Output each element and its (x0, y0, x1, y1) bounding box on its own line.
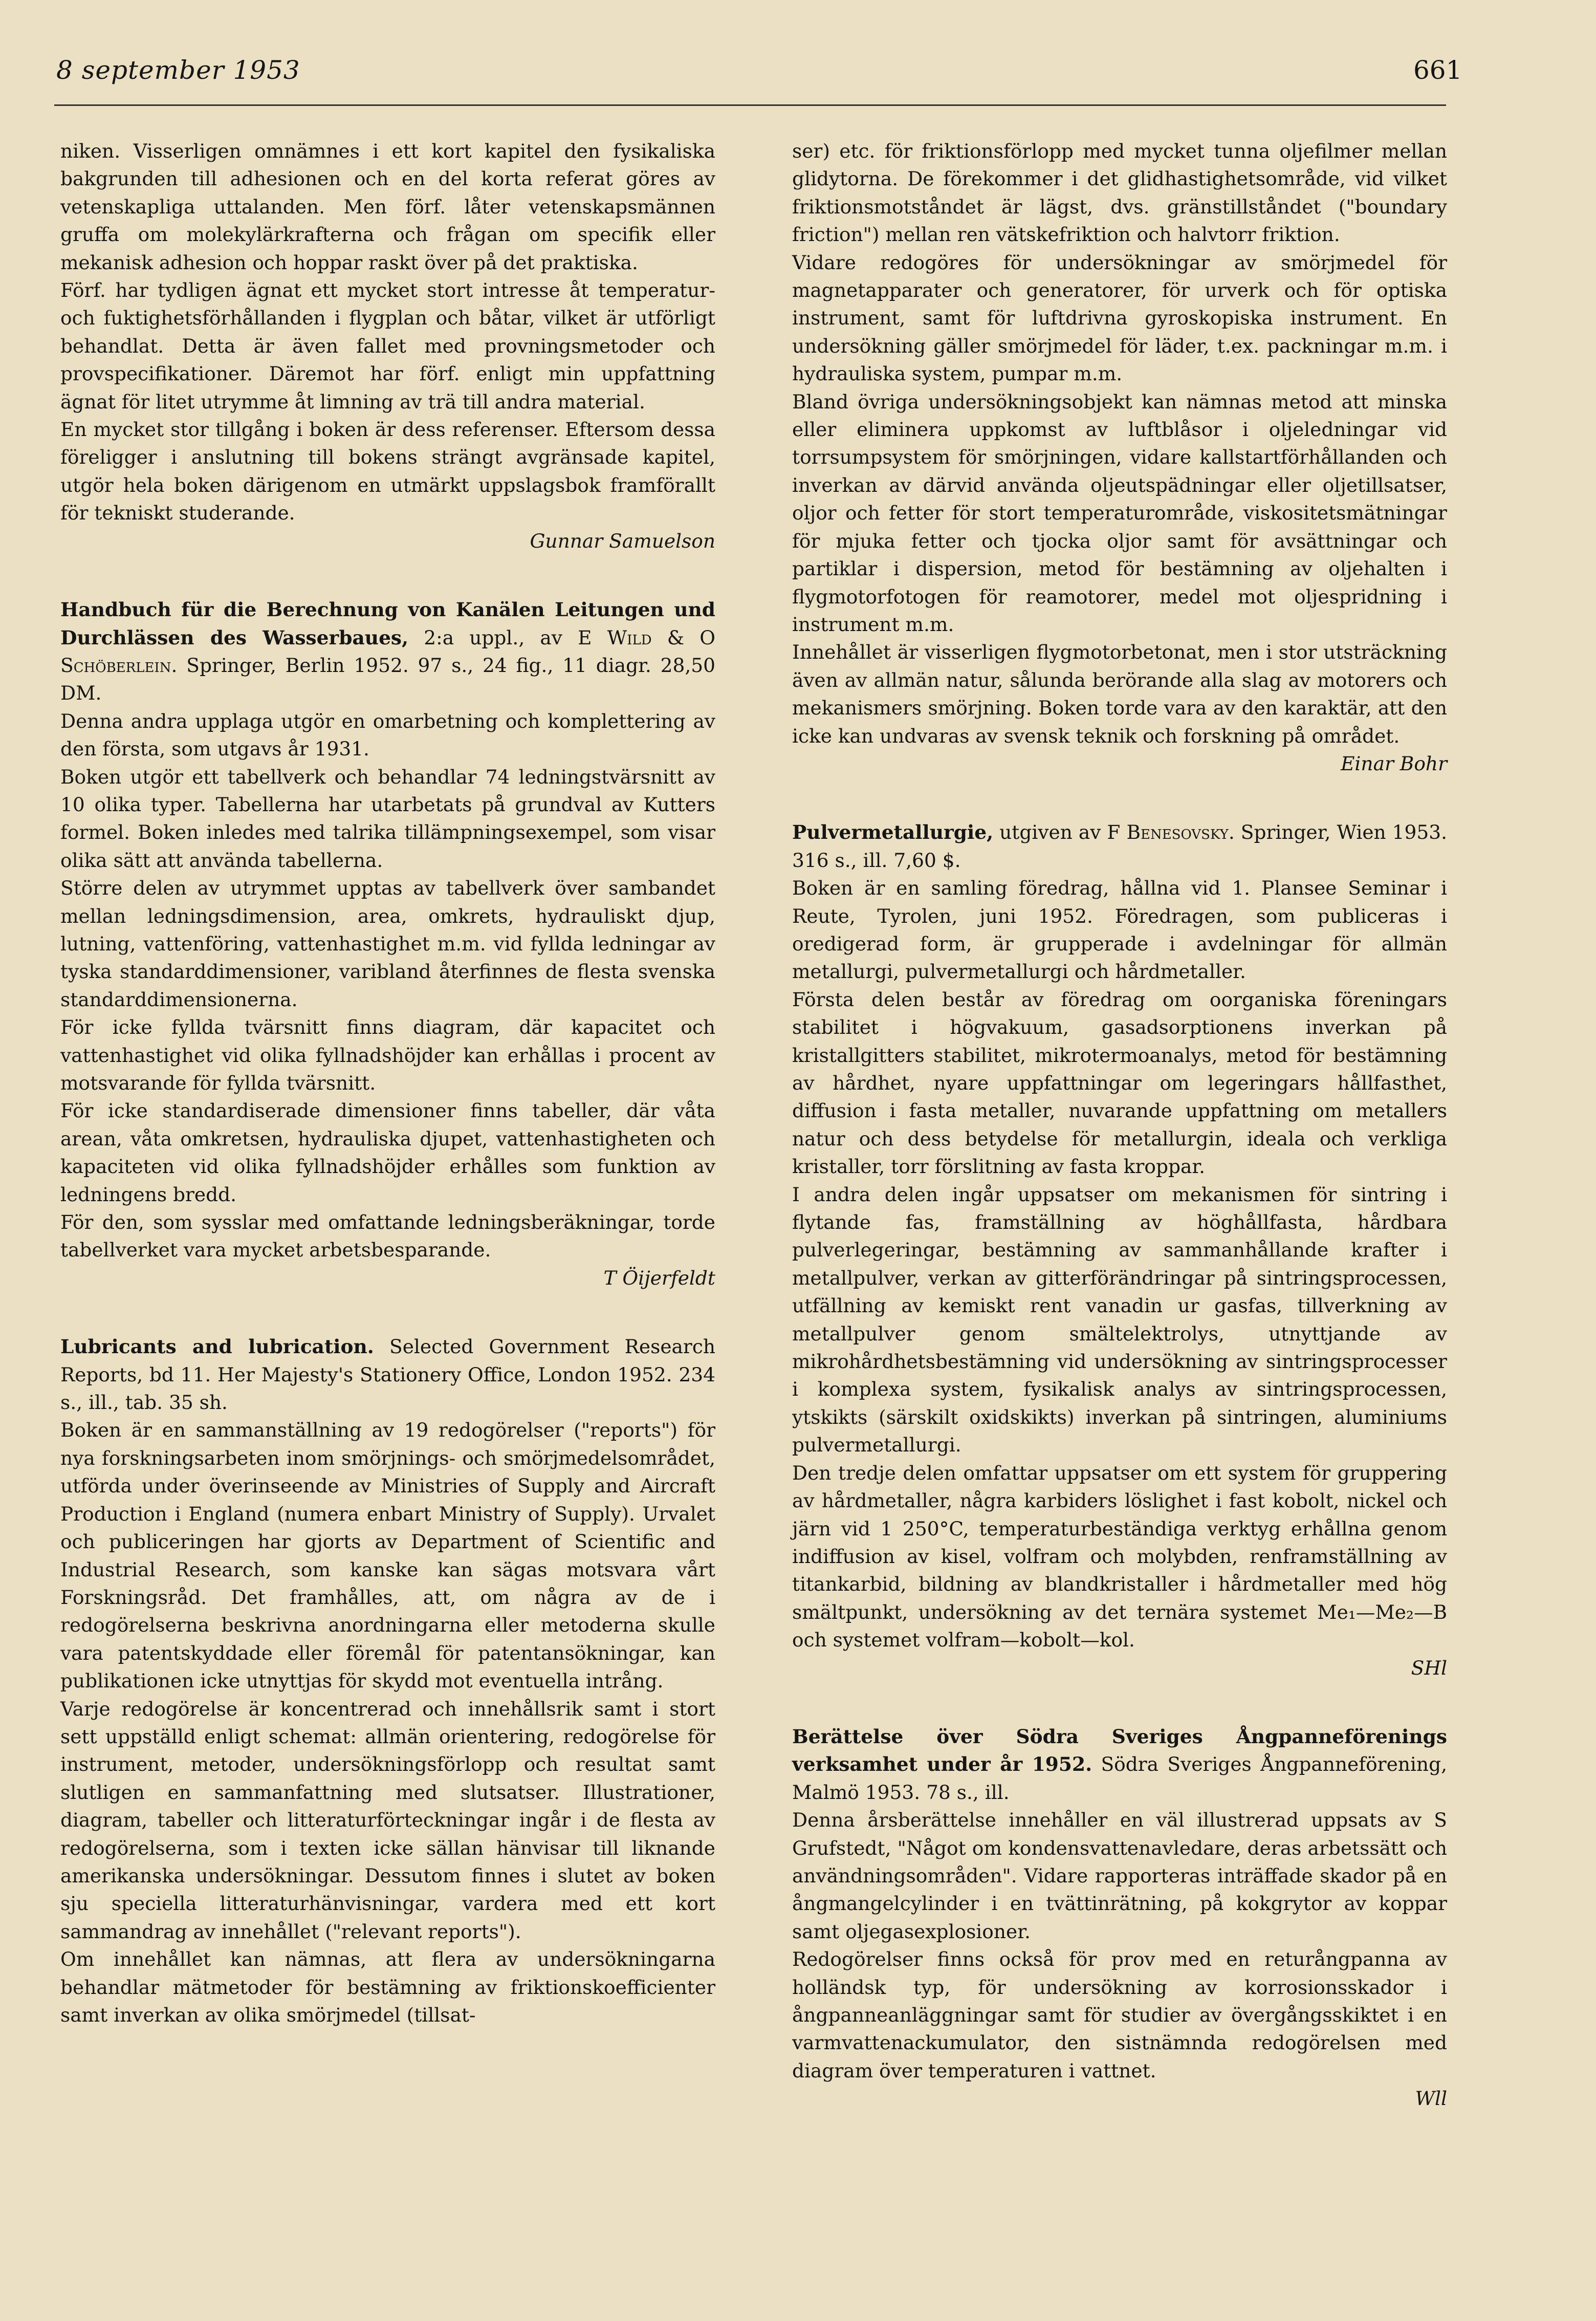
review-citation: 2:a uppl., av E (408, 626, 607, 649)
review-citation: utgiven av F (993, 821, 1127, 844)
paragraph: För icke fyllda tvärsnitt finns diagram, där kapacitet och vattenhastighet vid olika fyllnadshöjder kan erhållas i procent av motsvarande för fyllda tvärsnitt. (60, 1016, 715, 1094)
paragraph: Varje redogörelse är koncentrerad och innehållsrik samt i stort sett uppställd enligt schemat: allmän orientering, redogörelse för instrument, metoder, undersökningsförlopp och resultat samt slutligen en sammanfattning med slutsatser. Illustrationer, diagram, tabeller och litteraturförteckningar ingår i de flesta av redogörelserna, som i texten icke sällan hänvisar till liknande amerikanska undersökningar. Dessutom finnes i slutet av boken sju speciella litteraturhänvisningar, vardera med ett kort sammandrag av innehållet ("relevant reports"). (60, 1697, 715, 1943)
review-handbuch (60, 596, 715, 1292)
paragraph: Förf. har tydligen ägnat ett mycket stort intresse åt temperatur- och fuktighetsförhållanden i flygplan och båtar, vilket är utförligt behandlat. Detta är även fallet med provningsmetoder och provspecifikationer. Däremot har förf. enligt min uppfattning ägnat för litet utrymme åt limning av trä till andra material. (60, 279, 715, 413)
paragraph: Om innehållet kan nämnas, att flera av undersökningarna behandlar mätmetoder för bestämning av friktionskoefficienter samt inverkan av olika smörjmedel (tillsat- (60, 1948, 715, 2026)
signature: Einar Bohr (1341, 752, 1447, 775)
page-number: 661 (1413, 55, 1462, 85)
paragraph: Bland övriga undersökningsobjekt kan nämnas metod att minska eller eliminera uppkomst av luftblåsor i oljeledningar vid torrsumpsystem för smörjningen, vidare kallstartförhållanden och inverkan av därvid använda oljeutspädningar eller oljetillsatser, oljor och fetter för stort temperaturområde, viskositetsmätningar för mjuka fetter och tjocka oljor samt för avsättningar och partiklar i dispersion, metod för bestämning av oljehalten i flygmotorfotogen för reamotorer, medel mot oljespridning i instrument m.m. (792, 390, 1447, 636)
review-title: Pulvermetallurgie, (792, 821, 994, 844)
paragraph: Innehållet är visserligen flygmotorbetonat, men i stor utsträckning även av allmän natur, sålunda berörande alla slag av motorers och mekanismers smörjning. Boken torde vara av den karaktär, att den icke kan undvaras av svensk teknik och forskning på området. (792, 641, 1447, 747)
signature: SHl (1411, 1656, 1447, 1679)
paragraph: För den, som sysslar med omfattande ledningsberäkningar, torde tabellverket vara mycket arbetsbesparande. (60, 1211, 715, 1262)
review-heading (60, 596, 715, 707)
review-heading (792, 818, 1447, 874)
review-title: Handbuch für die Berechnung von Kanälen Leitungen und Durchlässen des Wasserbaues, (60, 598, 715, 649)
review-pulvermetallurgie (792, 818, 1447, 1682)
review-lubricants (60, 1333, 715, 2029)
paragraph: Denna andra upplaga utgör en omarbetning och komplettering av den första, som utgavs år 1931. (60, 709, 715, 761)
paragraph: Större delen av utrymmet upptas av tabellverk över sambandet mellan ledningsdimension, area, omkrets, hydrauliskt djup, lutning, vattenföring, vattenhastighet m.m. vid fyllda ledningar av tyska standarddimensioner, varibland återfinnes de flesta svenska standarddimensionerna. (60, 877, 715, 1011)
review-authors: Wild & O Schöberlein (60, 626, 715, 677)
review-editor: Benesovsky (1126, 821, 1229, 844)
review-angpanneforening (792, 1723, 1447, 2113)
right-column (792, 137, 1447, 2113)
signature: T Öijerfeldt (603, 1266, 715, 1289)
paragraph: I andra delen ingår uppsatser om mekanismen för sintring i flytande fas, framställning av höghållfasta, hårdbara pulverlegeringar, bestämning av sammanhållande krafter i metallpulver, verkan av gitterförändringar på sintringsprocessen, utfällning av kemiskt rent vanadin ur gasfas, tillverkning av metallpulver genom smältelektrolys, utnyttjande av mikrohårdhetsbestämning vid undersökning av sintringsprocesser i komplexa system, fysikalisk analys av sintringsprocessen, ytskikts (särskilt oxidskikts) inverkan på sintringen, aluminiums pulvermetallurgi. (792, 1183, 1447, 1457)
review-heading (60, 1333, 715, 1416)
review-citation: Selected Government Research Reports, bd 11. Her Majesty's Stationery Office, London 1952. 234 s., ill., tab. 35 sh. (60, 1335, 715, 1414)
intro-section (60, 137, 715, 555)
signature: Gunnar Samuelson (530, 529, 715, 552)
review-citation: Södra Sveriges Ångpanneförening, Malmö 1953. 78 s., ill. (792, 1753, 1448, 1804)
paragraph: Första delen består av föredrag om oorganiska föreningars stabilitet i högvakuum, gasadsorptionens inverkan på kristallgitters stabilitet, mikrotermoanalys, metod för bestämning av hårdhet, nyare uppfattningar om legeringars hållfasthet, diffusion i fasta metaller, nuvarande uppfattning om metallers natur och dess betydelse för metallurgin, ideala och verkliga kristaller, torr förslitning av fasta kroppar. (792, 988, 1447, 1178)
review-citation: . Springer, Wien 1953. 316 s., ill. 7,60 $. (792, 821, 1448, 872)
paragraph: Den tredje delen omfattar uppsatser om ett system för gruppering av hårdmetaller, några karbiders löslighet i fast kobolt, nickel och järn vid 1 250°C, temperaturbeständiga verktyg erhållna genom indiffusion av kisel, volfram och molybden, renframställning av titankarbid, bildning av blandkristaller i hårdmetaller med hög smältpunkt, undersökning av det ternära systemet Me₁—Me₂—B och systemet volfram—kobolt—kol. (792, 1461, 1447, 1652)
paragraph: ser) etc. för friktionsförlopp med mycket tunna oljefilmer mellan glidytorna. De förekommer i det glidhastighetsområde, vid vilket friktionsmotståndet är lägst, dvs. gränstillståndet ("boundary friction") mellan ren vätskefriktion och halvtorr friktion. (792, 140, 1447, 246)
review-title: Berättelse över Södra Sveriges Ångpanneförenings verksamhet under år 1952. (792, 1725, 1447, 1776)
paragraph: En mycket stor tillgång i boken är dess referenser. Eftersom dessa föreligger i anslutning till bokens strängt avgränsade kapitel, utgör hela boken därigenom en utmärkt uppslagsbok framförallt för tekniskt studerande. (60, 418, 715, 525)
review-title: Lubricants and lubrication. (60, 1335, 374, 1358)
paragraph: Vidare redogöres för undersökningar av smörjmedel för magnetapparater och generatorer, för urverk och för optiska instrument, samt för luftdrivna gyroskopiska instrument. En undersökning gäller smörjmedel för läder, t.ex. packningar m.m. i hydrauliska system, pumpar m.m. (792, 251, 1447, 385)
review-heading (792, 1723, 1447, 1806)
paragraph: För icke standardiserade dimensioner finns tabeller, där våta arean, våta omkretsen, hydrauliska djupet, vattenhastigheten och kapaciteten vid olika fyllnadshöjder erhålles som funktion av ledningens bredd. (60, 1099, 715, 1206)
signature: Wll (1415, 2087, 1447, 2110)
paragraph: Denna årsberättelse innehåller en väl illustrerad uppsats av S Grufstedt, "Något om kondensvattenavledare, deras arbetssätt och användningsområden". Vidare rapporteras inträffade skador på en ångmangelcylinder i en tvättinrätning, på kokgrytor av koppar samt oljegasexplosioner. (792, 1809, 1447, 1943)
paragraph: Redogörelser finns också för prov med en returångpanna av holländsk typ, för undersökning av korrosionsskador i ångpanneanläggningar samt för studier av övergångsskiktet i en varmvattenackumulator, den sistnämnda redogörelsen med diagram över temperaturen i vattnet. (792, 1948, 1447, 2082)
paragraph: Boken är en samling föredrag, hållna vid 1. Plansee Seminar i Reute, Tyrolen, juni 1952. Föredragen, som publiceras i oredigerad form, är grupperade i avdelningar för allmän metallurgi, pulvermetallurgi och hårdmetaller. (792, 877, 1447, 983)
paragraph: Boken är en sammanställning av 19 redogörelser ("reports") för nya forskningsarbeten inom smörjnings- och smörjmedelsområdet, utförda under överinseende av Ministries of Supply and Aircraft Production i England (numera enbart Ministry of Supply). Urvalet och publiceringen har gjorts av Department of Scientific and Industrial Research, som kanske kan sägas motsvara vårt Forskningsråd. Det framhålles, att, om några av de i redogörelserna beskrivna anordningarna eller metoderna skulle vara patentskyddade eller föremål för patentansökningar, kan publikationen icke utnyttjas för skydd mot eventuella intrång. (60, 1419, 715, 1693)
header-rule (54, 104, 1446, 106)
header-date: 8 september 1953 (56, 55, 300, 85)
paragraph: Boken utgör ett tabellverk och behandlar 74 ledningstvärsnitt av 10 olika typer. Tabellerna har utarbetats på grundval av Kutters formel. Boken inledes med talrika tillämpningsexempel, som visar olika sätt att använda tabellerna. (60, 765, 715, 872)
left-column (60, 137, 715, 2029)
paragraph: niken. Visserligen omnämnes i ett kort kapitel den fysikaliska bakgrunden till adhesionen och en del korta referat göres av vetenskapliga uttalanden. Men förf. låter vetenskapsmännen gruffa om molekylärkrafterna och frågan om specifik eller mekanisk adhesion och hoppar raskt över på det praktiska. (60, 140, 715, 274)
review-lubricants-continued (792, 137, 1447, 777)
review-citation: . Springer, Berlin 1952. 97 s., 24 fig., 11 diagr. 28,50 DM. (60, 654, 715, 705)
